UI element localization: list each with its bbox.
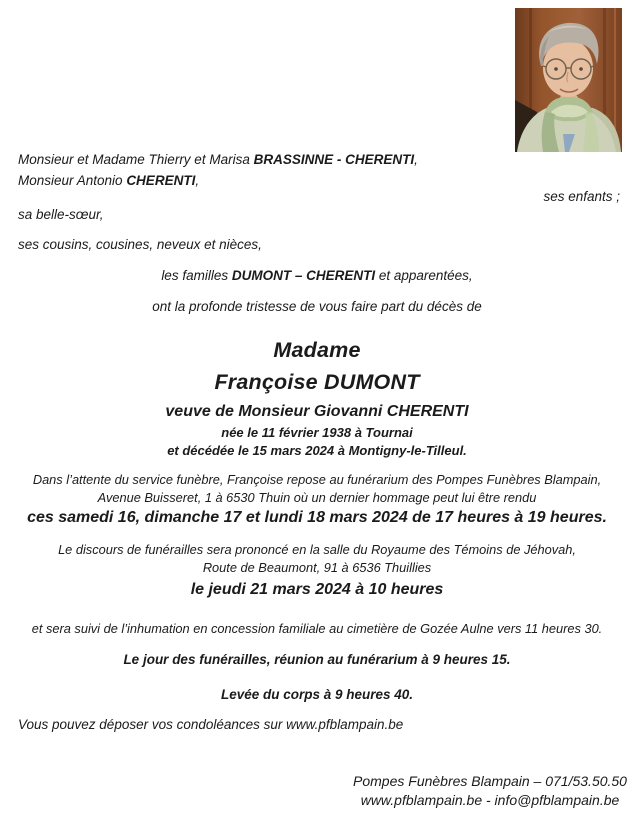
deceased-photo — [515, 8, 622, 152]
service-line-1: Le discours de funérailles sera prononcé en la salle du Royaume des Témoins de Jéhovah, — [58, 542, 576, 557]
family-line-2-surname: CHERENTI — [126, 173, 196, 188]
family-line-1-surname: BRASSINNE - CHERENTI — [253, 152, 415, 167]
families-names: DUMONT – CHERENTI — [231, 268, 376, 283]
funeral-home-website-email: www.pfblampain.be - info@pfblampain.be — [360, 792, 620, 808]
widow-line: veuve de Monsieur Giovanni CHERENTI — [165, 403, 469, 420]
relation-cousins: ses cousins, cousines, neveux et nièces, — [18, 237, 262, 252]
families-line: les familles DUMONT – CHERENTI et apparentées, — [161, 268, 473, 283]
deceased-name: Françoise DUMONT — [214, 370, 420, 394]
relation-sister-in-law: sa belle-sœur, — [18, 207, 104, 222]
service-date-line: le jeudi 21 mars 2024 à 10 heures — [190, 581, 444, 598]
funeral-home-footer — [350, 772, 630, 810]
family-line-1-text: Monsieur et Madame Thierry et Marisa — [18, 152, 254, 167]
removal-line: Levée du corps à 9 heures 40. — [220, 687, 414, 702]
meeting-line: Le jour des funérailles, réunion au funérarium à 9 heures 15. — [123, 652, 511, 667]
viewing-line-1: Dans l’attente du service funèbre, Françoise repose au funérarium des Pompes Funèbres Blampain, — [32, 472, 602, 487]
family-line-2-text: Monsieur Antonio — [18, 173, 127, 188]
viewing-dates-line: ces samedi 16, dimanche 17 et lundi 18 mars 2024 de 17 heures à 19 heures. — [27, 509, 607, 526]
birth-line: née le 11 février 1938 à Tournai — [221, 425, 413, 440]
family-line-2: Monsieur Antonio CHERENTI, — [18, 173, 200, 188]
viewing-line-2: Avenue Buisseret, 1 à 6530 Thuin où un dernier hommage peut lui être rendu — [97, 490, 537, 505]
deceased-title: Madame — [273, 338, 361, 362]
portrait-illustration — [515, 8, 622, 152]
death-line: et décédée le 15 mars 2024 à Montigny-le-Tilleul. — [167, 443, 467, 458]
funeral-home-name-phone: Pompes Funèbres Blampain – 071/53.50.50 — [353, 773, 627, 789]
family-line-1: Monsieur et Madame Thierry et Marisa BRASSINNE - CHERENTI, — [18, 152, 418, 167]
burial-line: et sera suivi de l’inhumation en concession familiale au cimetière de Gozée Aulne vers 11 heures 30. — [31, 621, 603, 636]
condolences-line: Vous pouvez déposer vos condoléances sur www.pfblampain.be — [18, 717, 404, 732]
relation-children: ses enfants ; — [543, 189, 620, 204]
sadness-line: ont la profonde tristesse de vous faire part du décès de — [152, 299, 482, 314]
service-line-2: Route de Beaumont, 91 à 6536 Thuillies — [202, 560, 432, 575]
